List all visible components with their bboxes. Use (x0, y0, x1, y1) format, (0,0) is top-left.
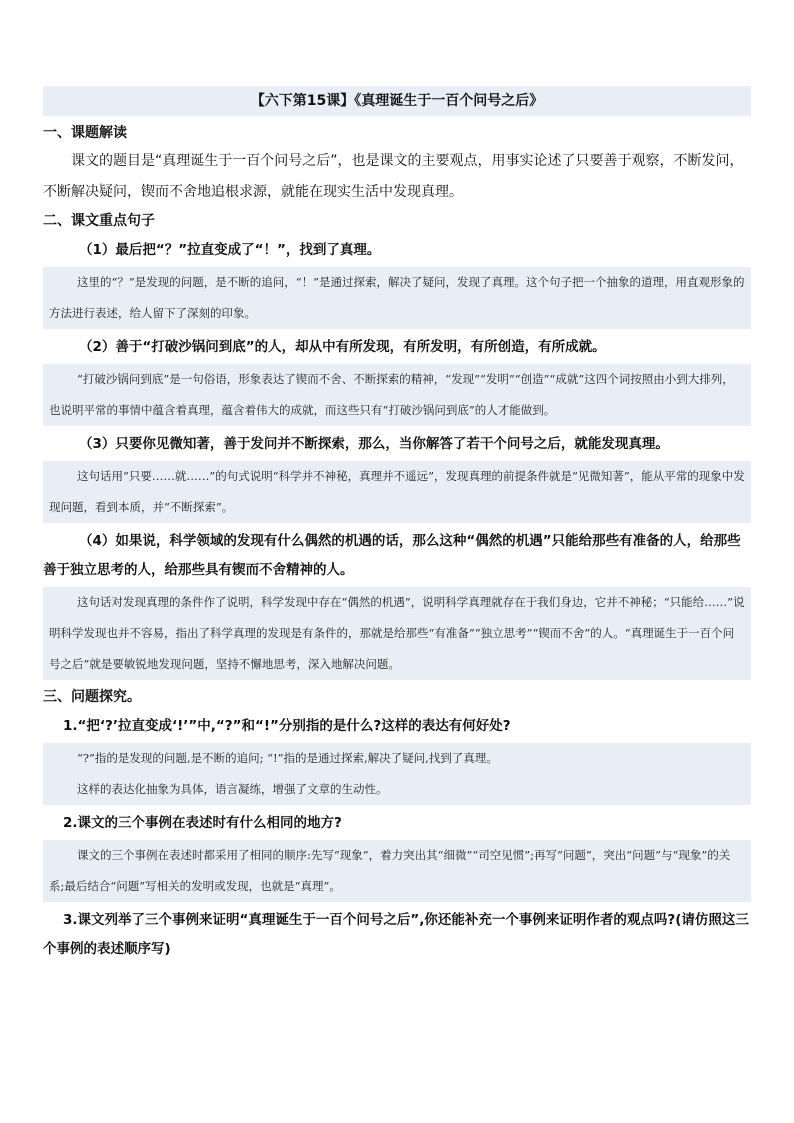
section-heading-2: 二、课文重点句子 (43, 213, 155, 229)
sentence-analysis-1: 这里的“？”是发现的问题，是不断的追问，“！”是通过探索，解决了疑问，发现了真理。这个句子把一个抽象的道理，用直观形象的方法进行表述，给人留下了深刻的印象。 (43, 267, 751, 329)
question-1: 1.“把‘?’拉直变成‘!’”中,“?”和“!”分别指的是什么?这样的表达有何好处? (63, 718, 511, 734)
question-3: 3.课文列举了三个事例来证明“真理诞生于一百个问号之后”,你还能补充一个事例来证明作者的观点吗?(请仿照这三个事例的表述顺序写) (43, 912, 749, 957)
answer-2-line-1: 课文的三个事例在表述时都采用了相同的顺序:先写“现象”，着力突出其“细微”“司空见惯”;再写“问题”，突出“问题”与“现象”的关系;最后结合“问题”写相关的发明或发现，也就是“真理”。 (49, 848, 731, 893)
key-sentence-4: （4）如果说，科学领域的发现有什么偶然的机遇的话，那么这种“偶然的机遇”只能给那些有准备的人，给那些善于独立思考的人，给那些具有锲而不舍精神的人。 (43, 533, 741, 578)
answer-2 (43, 840, 751, 902)
answer-1 (43, 743, 751, 805)
section-heading-3: 三、问题探究。 (43, 689, 141, 705)
sentence-analysis-2: “打破沙锅问到底”是一句俗语，形象表达了锲而不舍、不断探索的精神，“发现”“发明”“创造”“成就”这四个词按照由小到大排列，也说明平常的事情中蕴含着真理，蕴含着伟大的成就，而这些只有“打破沙锅问到底”的人才能做到。 (43, 364, 751, 426)
section-heading-1: 一、课题解读 (43, 125, 127, 141)
document-page (43, 86, 751, 966)
key-sentence-1: （1）最后把“？”拉直变成了“！”，找到了真理。 (79, 242, 381, 258)
key-sentence-2: （2）善于“打破沙锅问到底”的人，却从中有所发现，有所发明，有所创造，有所成就。 (79, 339, 606, 355)
sentence-analysis-3: 这句话用“只要……就……”的句式说明“科学并不神秘，真理并不遥远”，发现真理的前提条件就是“见微知著”，能从平常的现象中发现问题，看到本质，并“不断探索”。 (43, 461, 751, 523)
intro-paragraph: 课文的题目是“真理诞生于一百个问号之后”，也是课文的主要观点，用事实论述了只要善于观察，不断发问，不断解决疑问，锲而不舍地追根求源，就能在现实生活中发现真理。 (43, 153, 744, 200)
question-2: 2.课文的三个事例在表述时有什么相同的地方? (63, 815, 342, 831)
sentence-analysis-4: 这句话对发现真理的条件作了说明，科学发现中存在“偶然的机遇”，说明科学真理就存在于我们身边，它并不神秘；“只能给……”说明科学发现也并不容易，指出了科学真理的发现是有条件的，那就是给那些“有准备”“独立思考”“锲而不舍”的人。“真理诞生于一百个问号之后”就是要敏锐地发现问题，坚持不懈地思考，深入地解决问题。 (43, 587, 751, 680)
answer-1-line-2: 这样的表达化抽象为具体，语言凝练，增强了文章的生动性。 (77, 782, 388, 796)
document-title: 【六下第15课】《真理诞生于一百个问号之后》 (43, 86, 751, 116)
answer-1-line-1: “?”指的是发现的问题,是不断的追问; “!”指的是通过探索,解决了疑问,找到了真理。 (77, 751, 498, 765)
key-sentence-3: （3）只要你见微知著，善于发问并不断探索，那么，当你解答了若干个问号之后，就能发现真理。 (79, 436, 669, 452)
